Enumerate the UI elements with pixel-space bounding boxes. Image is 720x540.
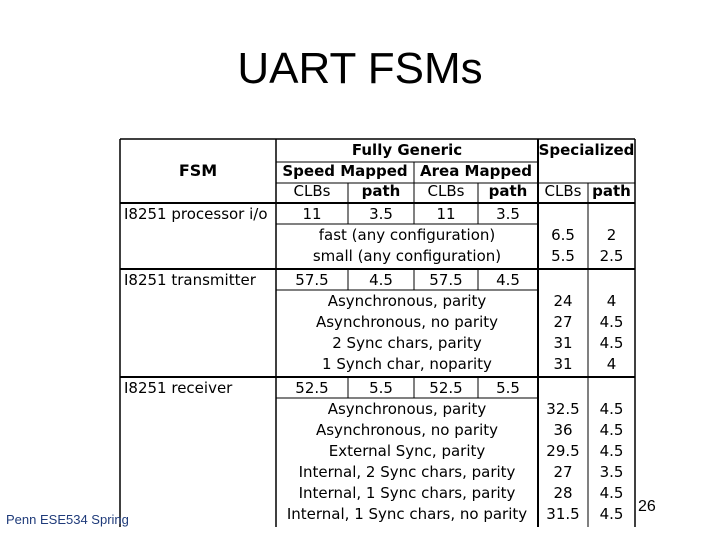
specialized-path: 4.5 [599, 421, 624, 439]
row-fsm-name: I8251 processor i/o [124, 205, 268, 223]
specialized-path: 4.5 [599, 484, 624, 502]
specialized-path: 4.5 [599, 442, 624, 460]
specialized-clbs: 28 [553, 484, 573, 502]
slide-title: UART FSMs [237, 44, 483, 93]
generic-value: 5.5 [496, 379, 520, 397]
specialized-clbs: 29.5 [546, 442, 580, 460]
generic-value: 5.5 [369, 379, 393, 397]
header-path: path [592, 182, 631, 200]
header-clbs: CLBs [544, 182, 582, 200]
header-fsm: FSM [178, 161, 218, 180]
specialized-path: 4.5 [599, 334, 624, 352]
specialized-path: 4.5 [599, 505, 624, 523]
header-clbs: CLBs [427, 182, 465, 200]
generic-value: 57.5 [429, 271, 463, 289]
generic-value: 3.5 [369, 205, 393, 223]
config-label: 2 Sync chars, parity [332, 334, 482, 352]
specialized-clbs: 5.5 [551, 247, 575, 265]
specialized-clbs: 31.5 [546, 505, 580, 523]
specialized-clbs: 27 [553, 313, 573, 331]
specialized-path: 3.5 [599, 463, 624, 481]
config-label: Internal, 2 Sync chars, parity [298, 463, 516, 481]
config-label: Internal, 1 Sync chars, no parity [286, 505, 528, 523]
config-label: Internal, 1 Sync chars, parity [298, 484, 516, 502]
config-label: Asynchronous, parity [327, 292, 487, 310]
config-label: Asynchronous, parity [327, 400, 487, 418]
generic-value: 4.5 [369, 271, 393, 289]
header-clbs: CLBs [293, 182, 331, 200]
generic-value: 11 [302, 205, 322, 223]
footer-course: Penn ESE534 Spring [6, 512, 129, 527]
generic-value: 11 [436, 205, 456, 223]
specialized-clbs: 31 [553, 355, 573, 373]
specialized-clbs: 36 [553, 421, 573, 439]
specialized-clbs: 32.5 [546, 400, 580, 418]
specialized-path: 4.5 [599, 313, 624, 331]
config-label: 1 Synch char, noparity [322, 355, 492, 373]
config-label: Asynchronous, no parity [315, 421, 499, 439]
page-number: 26 [638, 498, 656, 515]
specialized-path: 2.5 [599, 247, 624, 265]
specialized-path: 4.5 [599, 400, 624, 418]
config-label: fast (any configuration) [318, 226, 496, 244]
header-speed-mapped: Speed Mapped [282, 162, 408, 180]
generic-value: 52.5 [429, 379, 463, 397]
specialized-path: 4 [606, 355, 617, 373]
generic-value: 52.5 [295, 379, 329, 397]
row-fsm-name: I8251 transmitter [124, 271, 256, 289]
specialized-clbs: 6.5 [551, 226, 575, 244]
header-path: path [361, 182, 401, 200]
specialized-clbs: 31 [553, 334, 573, 352]
specialized-clbs: 24 [553, 292, 573, 310]
generic-value: 57.5 [295, 271, 329, 289]
table-drawing [118, 137, 638, 527]
config-label: Asynchronous, no parity [315, 313, 499, 331]
header-fully-generic: Fully Generic [351, 141, 463, 159]
specialized-path: 2 [606, 226, 617, 244]
row-fsm-name: I8251 receiver [124, 379, 233, 397]
generic-value: 4.5 [496, 271, 520, 289]
specialized-path: 4 [606, 292, 617, 310]
header-path: path [488, 182, 528, 200]
specialized-clbs: 27 [553, 463, 573, 481]
generic-value: 3.5 [496, 205, 520, 223]
fsm-comparison-table [118, 137, 638, 527]
config-label: External Sync, parity [328, 442, 486, 460]
config-label: small (any configuration) [312, 247, 502, 265]
header-specialized: Specialized [538, 141, 635, 159]
header-area-mapped: Area Mapped [420, 162, 532, 180]
